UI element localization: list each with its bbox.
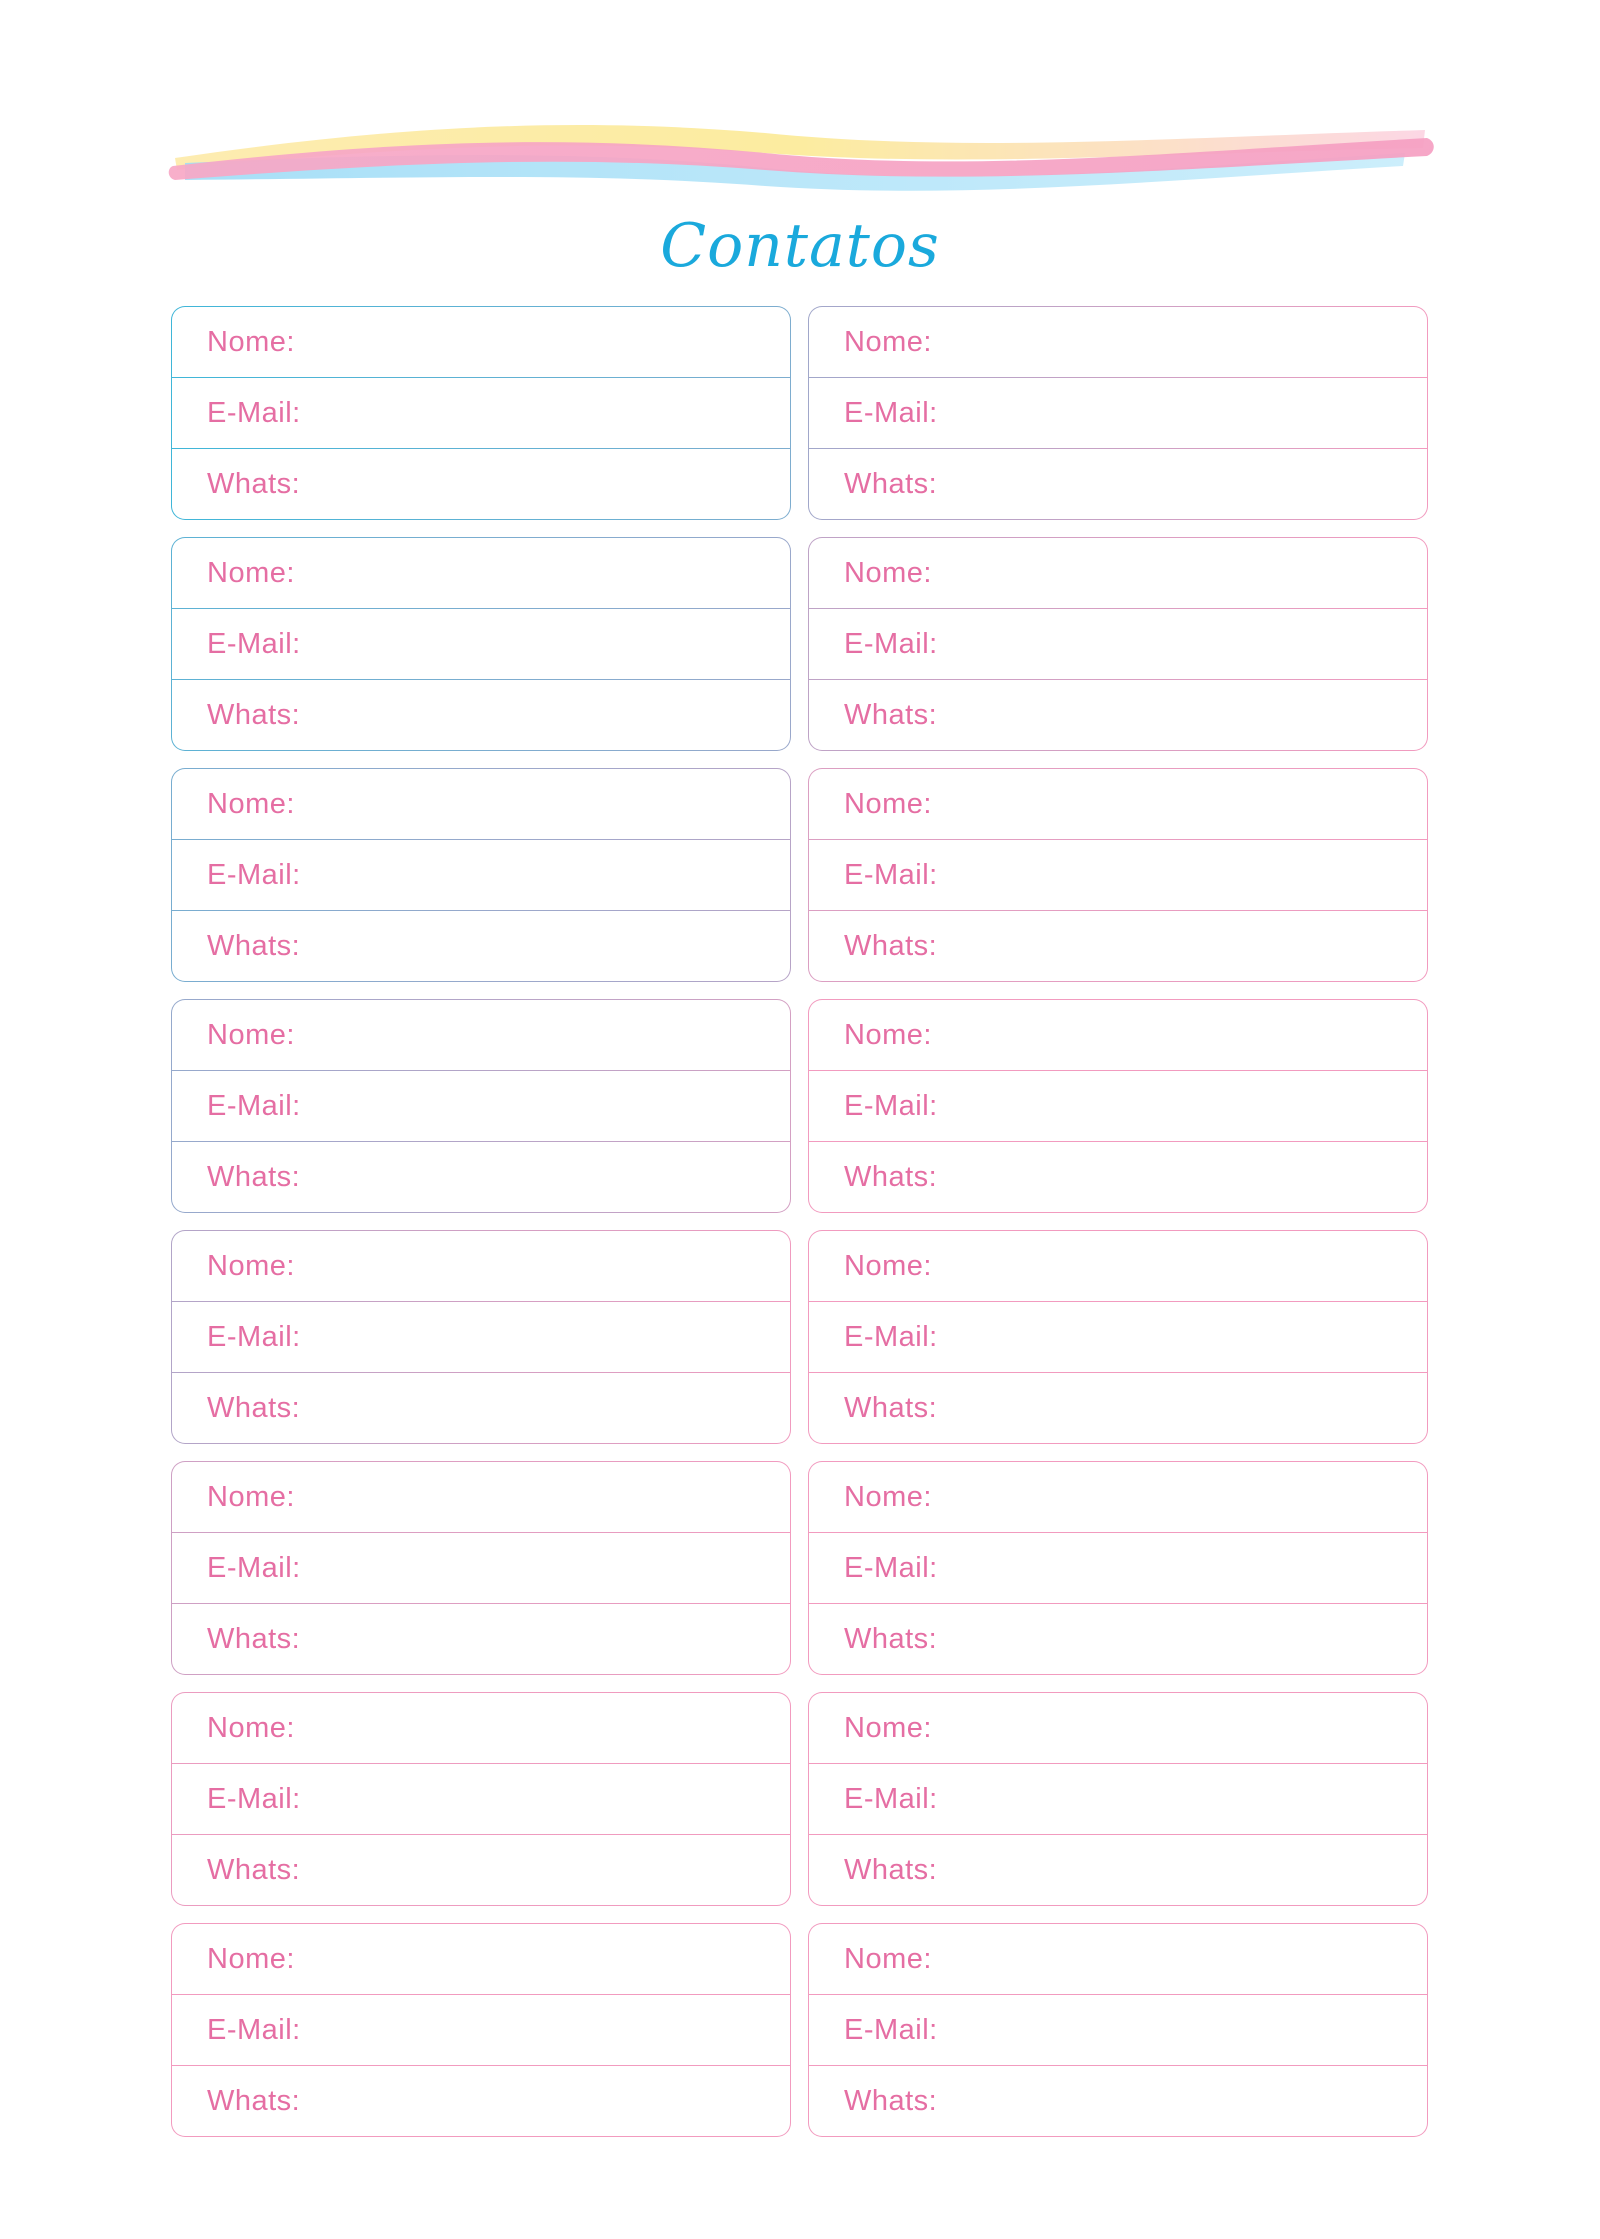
contact-card: [808, 1230, 1428, 1444]
name-field[interactable]: [809, 769, 1427, 839]
whats-field[interactable]: [809, 1603, 1427, 1674]
whats-field[interactable]: [809, 1141, 1427, 1212]
name-label: Nome:: [844, 556, 932, 589]
contact-card: [171, 768, 791, 982]
email-field[interactable]: [172, 377, 790, 448]
contacts-grid: [171, 306, 1428, 2136]
name-field[interactable]: [809, 1000, 1427, 1070]
name-field[interactable]: [172, 307, 790, 377]
contact-card: [808, 1461, 1428, 1675]
whats-field[interactable]: [172, 679, 790, 750]
whats-label: Whats:: [844, 1391, 938, 1424]
whats-field[interactable]: [809, 1372, 1427, 1443]
name-label: Nome:: [207, 325, 295, 358]
name-field[interactable]: [809, 538, 1427, 608]
email-label: E-Mail:: [844, 1320, 938, 1353]
name-field[interactable]: [172, 769, 790, 839]
email-label: E-Mail:: [844, 858, 938, 891]
email-label: E-Mail:: [207, 858, 301, 891]
name-label: Nome:: [207, 1249, 295, 1282]
contact-card: [808, 999, 1428, 1213]
name-field[interactable]: [809, 1693, 1427, 1763]
name-label: Nome:: [844, 1942, 932, 1975]
email-field[interactable]: [809, 608, 1427, 679]
email-label: E-Mail:: [207, 1551, 301, 1584]
name-label: Nome:: [207, 1711, 295, 1744]
email-field[interactable]: [172, 1301, 790, 1372]
whats-label: Whats:: [207, 929, 301, 962]
name-label: Nome:: [844, 1480, 932, 1513]
watercolor-wave-banner: [165, 108, 1435, 203]
email-label: E-Mail:: [844, 1089, 938, 1122]
name-field[interactable]: [172, 1924, 790, 1994]
name-label: Nome:: [207, 1942, 295, 1975]
email-field[interactable]: [172, 1070, 790, 1141]
name-label: Nome:: [844, 325, 932, 358]
name-field[interactable]: [809, 1924, 1427, 1994]
email-label: E-Mail:: [207, 627, 301, 660]
page-title: Contatos: [660, 211, 940, 281]
email-field[interactable]: [809, 839, 1427, 910]
whats-field[interactable]: [172, 1372, 790, 1443]
email-label: E-Mail:: [207, 1320, 301, 1353]
name-label: Nome:: [844, 787, 932, 820]
email-field[interactable]: [809, 1070, 1427, 1141]
name-label: Nome:: [207, 1480, 295, 1513]
contact-card: [808, 1923, 1428, 2137]
email-label: E-Mail:: [207, 2013, 301, 2046]
name-label: Nome:: [844, 1249, 932, 1282]
whats-label: Whats:: [207, 1160, 301, 1193]
whats-field[interactable]: [809, 448, 1427, 519]
name-field[interactable]: [172, 1231, 790, 1301]
email-field[interactable]: [172, 608, 790, 679]
contact-card: [171, 537, 791, 751]
name-field[interactable]: [809, 1462, 1427, 1532]
contact-card: [171, 1230, 791, 1444]
whats-label: Whats:: [207, 1391, 301, 1424]
whats-label: Whats:: [844, 698, 938, 731]
contact-card: [171, 1923, 791, 2137]
contact-card: [808, 1692, 1428, 1906]
email-field[interactable]: [809, 1532, 1427, 1603]
name-field[interactable]: [172, 1693, 790, 1763]
name-label: Nome:: [207, 787, 295, 820]
contact-card: [171, 306, 791, 520]
email-field[interactable]: [172, 1763, 790, 1834]
email-label: E-Mail:: [844, 627, 938, 660]
whats-label: Whats:: [844, 467, 938, 500]
whats-field[interactable]: [172, 1603, 790, 1674]
email-field[interactable]: [172, 839, 790, 910]
contact-card: [171, 1692, 791, 1906]
email-field[interactable]: [809, 377, 1427, 448]
whats-label: Whats:: [207, 1622, 301, 1655]
email-label: E-Mail:: [844, 1551, 938, 1584]
whats-label: Whats:: [207, 1853, 301, 1886]
whats-field[interactable]: [172, 2065, 790, 2136]
whats-label: Whats:: [844, 1853, 938, 1886]
whats-label: Whats:: [844, 1622, 938, 1655]
whats-label: Whats:: [207, 2084, 301, 2117]
whats-label: Whats:: [844, 2084, 938, 2117]
name-label: Nome:: [844, 1711, 932, 1744]
email-label: E-Mail:: [844, 396, 938, 429]
email-field[interactable]: [809, 1763, 1427, 1834]
email-field[interactable]: [809, 1301, 1427, 1372]
whats-field[interactable]: [809, 1834, 1427, 1905]
email-label: E-Mail:: [207, 1782, 301, 1815]
whats-field[interactable]: [809, 910, 1427, 981]
contact-card: [171, 999, 791, 1213]
whats-field[interactable]: [809, 679, 1427, 750]
name-field[interactable]: [172, 538, 790, 608]
contact-card: [808, 537, 1428, 751]
whats-field[interactable]: [809, 2065, 1427, 2136]
whats-field[interactable]: [172, 448, 790, 519]
email-label: E-Mail:: [207, 396, 301, 429]
email-field[interactable]: [172, 1532, 790, 1603]
whats-field[interactable]: [172, 1141, 790, 1212]
whats-field[interactable]: [172, 1834, 790, 1905]
name-field[interactable]: [809, 307, 1427, 377]
whats-label: Whats:: [207, 698, 301, 731]
email-field[interactable]: [809, 1994, 1427, 2065]
contact-card: [808, 768, 1428, 982]
name-field[interactable]: [172, 1462, 790, 1532]
whats-label: Whats:: [844, 1160, 938, 1193]
name-label: Nome:: [207, 556, 295, 589]
whats-label: Whats:: [207, 467, 301, 500]
name-label: Nome:: [844, 1018, 932, 1051]
whats-label: Whats:: [844, 929, 938, 962]
email-label: E-Mail:: [844, 1782, 938, 1815]
name-field[interactable]: [172, 1000, 790, 1070]
name-field[interactable]: [809, 1231, 1427, 1301]
name-label: Nome:: [207, 1018, 295, 1051]
email-field[interactable]: [172, 1994, 790, 2065]
whats-field[interactable]: [172, 910, 790, 981]
contact-card: [171, 1461, 791, 1675]
contact-card: [808, 306, 1428, 520]
email-label: E-Mail:: [207, 1089, 301, 1122]
email-label: E-Mail:: [844, 2013, 938, 2046]
